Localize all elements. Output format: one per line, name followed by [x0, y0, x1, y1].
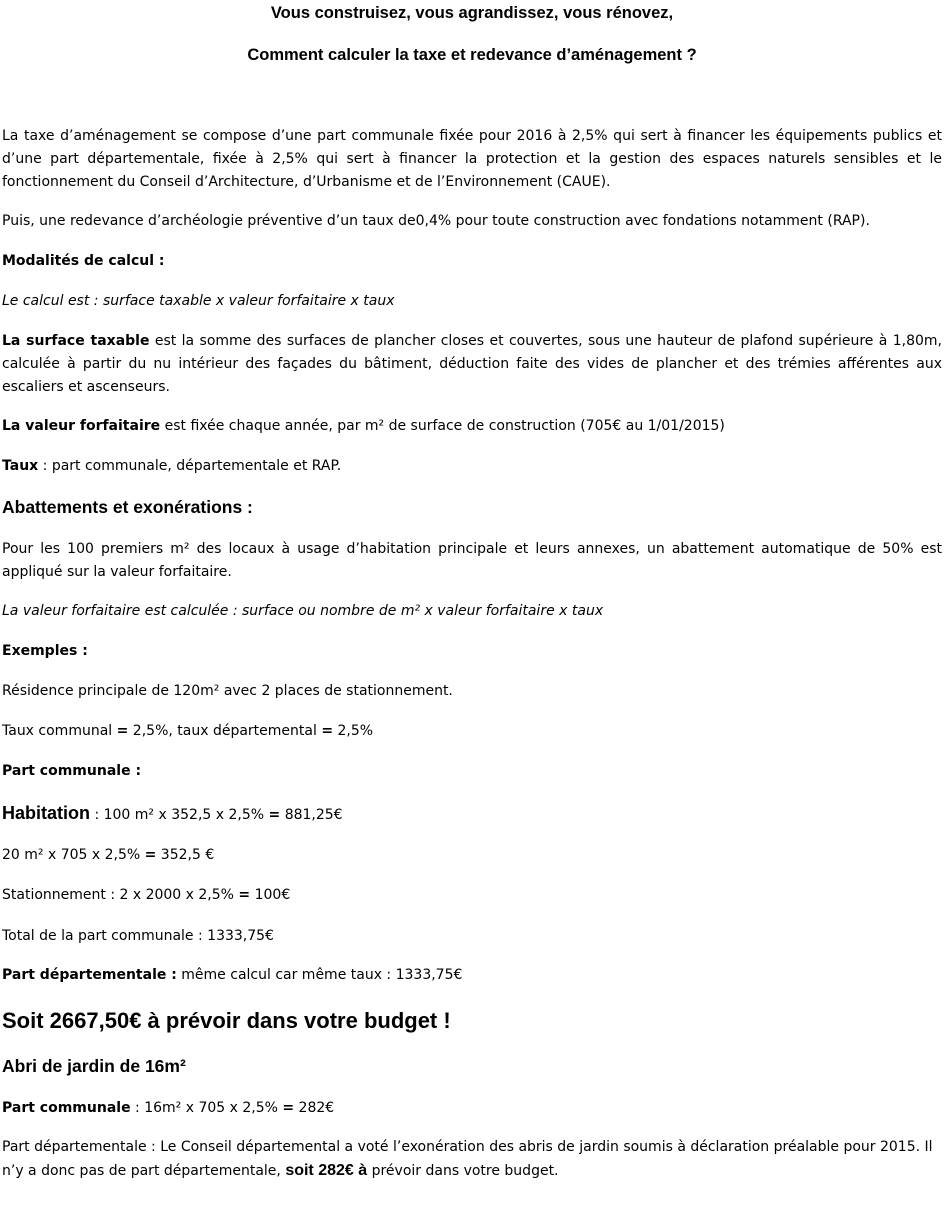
- part-dep-text: même calcul car même taux : 1333,75€: [176, 967, 463, 983]
- equals-sign: =: [238, 887, 251, 903]
- line-20m: [2, 844, 942, 867]
- surface-term: La surface taxable: [2, 333, 150, 349]
- stationnement-line: [2, 884, 942, 907]
- taux-paragraph: [2, 455, 942, 478]
- line-20m-result: 352,5 €: [156, 847, 215, 863]
- taux-text: : part communale, départementale et RAP.: [38, 458, 342, 474]
- taux-dep-value: 2,5%: [333, 723, 374, 739]
- modalites-heading: Modalités de calcul :: [2, 253, 165, 269]
- abri-dep-paragraph: [2, 1136, 942, 1183]
- abri-part-communale-calc: : 16m² x 705 x 2,5%: [130, 1100, 283, 1116]
- exemples-heading: Exemples :: [2, 643, 88, 659]
- abri-part-communale: [2, 1097, 942, 1120]
- valeur-calc: La valeur forfaitaire est calculée : surface ou nombre de m² x valeur forfaitaire x taux: [2, 603, 604, 619]
- equals-sign: =: [282, 1100, 295, 1116]
- taux-communal-label: Taux communal: [2, 723, 117, 739]
- abri-part-communale-result: 282€: [294, 1100, 335, 1116]
- taux-term: Taux: [2, 458, 39, 474]
- calc-formula: Le calcul est : surface taxable x valeur forfaitaire x taux: [2, 293, 395, 309]
- surface-text: est la somme des surfaces de plancher closes et couvertes, sous une hauteur de plafond supérieure à 1,80m, calculée à partir du nu intérieur des façades du bâtiment, déduction faite des vides de plancher et des trémies afférentes aux escaliers et ascenseurs.: [2, 333, 943, 395]
- valeur-paragraph: [2, 415, 942, 438]
- equals-sign: =: [144, 847, 157, 863]
- total-budget-headline: Soit 2667,50€ à prévoir dans votre budget !: [2, 1008, 451, 1033]
- part-communale-heading: Part communale :: [2, 763, 142, 779]
- equals-sign: =: [116, 723, 129, 739]
- line-20m-calc: 20 m² x 705 x 2,5%: [2, 847, 145, 863]
- intro-paragraph: La taxe d’aménagement se compose d’une part communale fixée pour 2016 à 2,5% qui sert à financer les équipements publics et d’une part départementale, fixée à 2,5% qui sert à financer la protection et la gestion des espaces naturels sensibles et le fonctionnement du Conseil d’Architecture, d’Urbanisme et de l’Environnement (CAUE).: [2, 128, 942, 190]
- abattements-heading: Abattements et exonérations :: [2, 497, 253, 517]
- taux-communal-value: 2,5%, taux départemental: [128, 723, 322, 739]
- taux-line: [2, 720, 942, 743]
- habitation-result: 881,25€: [280, 807, 343, 823]
- valeur-term: La valeur forfaitaire: [2, 418, 161, 434]
- title-line-2: Comment calculer la taxe et redevance d’aménagement ?: [247, 46, 697, 64]
- redevance-paragraph: Puis, une redevance d’archéologie préventive d’un taux de0,4% pour toute construction avec fondations notamment (RAP).: [2, 213, 870, 229]
- abri-dep-text: Part départementale : Le Conseil départemental a voté l’exonération des abris de jardin soumis à déclaration préalable pour 2015. Il n’y a donc pas de part départementale,: [2, 1139, 933, 1179]
- part-dep-line: [2, 964, 942, 987]
- valeur-text: est fixée chaque année, par m² de surface de construction (705€ au 1/01/2015): [160, 418, 725, 434]
- abattement-paragraph: Pour les 100 premiers m² des locaux à usage d’habitation principale et leurs annexes, un abattement automatique de 50% est appliqué sur la valeur forfaitaire.: [2, 541, 942, 580]
- equals-sign: =: [268, 807, 281, 823]
- equals-sign: =: [321, 723, 334, 739]
- abri-heading: Abri de jardin de 16m²: [2, 1056, 186, 1076]
- stationnement-calc: Stationnement : 2 x 2000 x 2,5%: [2, 887, 239, 903]
- total-communale: Total de la part communale : 1333,75€: [2, 928, 274, 944]
- part-dep-label: Part départementale :: [2, 967, 177, 983]
- title-line-1: Vous construisez, vous agrandissez, vous rénovez,: [270, 4, 674, 22]
- habitation-line: [2, 802, 942, 827]
- habitation-label: Habitation: [2, 803, 90, 823]
- example-residence: Résidence principale de 120m² avec 2 places de stationnement.: [2, 683, 453, 699]
- habitation-calc: : 100 m² x 352,5 x 2,5%: [90, 807, 269, 823]
- abri-part-communale-label: Part communale: [2, 1100, 131, 1116]
- abri-dep-end: prévoir dans votre budget.: [367, 1163, 559, 1179]
- surface-paragraph: [2, 330, 942, 399]
- abri-soit: soit 282€ à: [285, 1162, 368, 1179]
- stationnement-result: 100€: [250, 887, 291, 903]
